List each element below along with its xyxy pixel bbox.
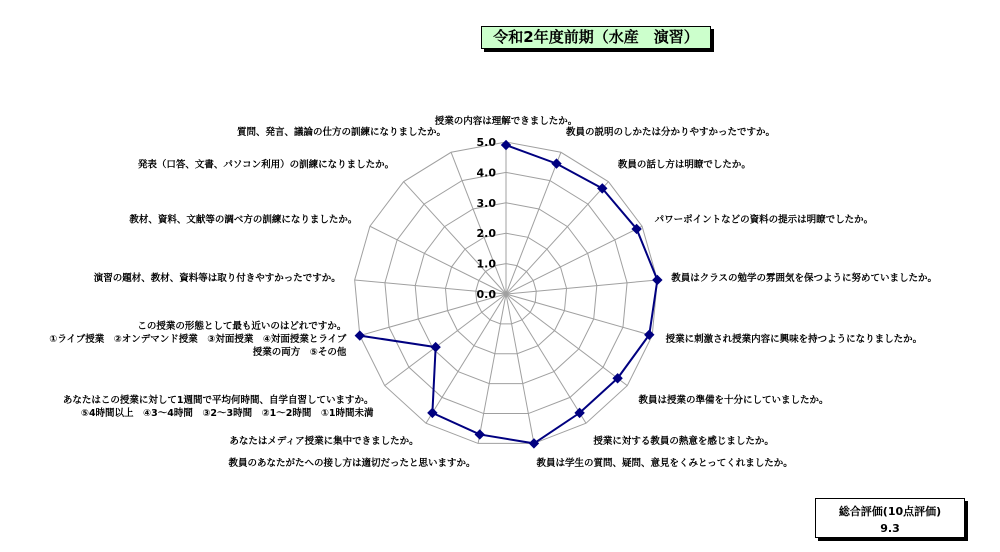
data-point (428, 408, 437, 417)
radar-grid (355, 142, 658, 443)
category-label: 教材、資料、文献等の調べ方の訓練になりましたか。 (129, 214, 358, 226)
category-label: 授業に刺激され授業内容に興味を持つようになりましたか。 (665, 333, 923, 345)
category-label: 教員は学生の質問、疑問、意見をくみとってくれましたか。 (536, 458, 793, 470)
grid-spoke (506, 226, 642, 294)
chart-title: 令和2年度前期（水産 演習） (481, 26, 711, 49)
overall-score-box (815, 498, 965, 538)
tick-label: 1.0 (476, 257, 496, 271)
category-label: 教員の話し方は明瞭でしたか。 (617, 159, 751, 171)
overall-score-label: 総合評価(10点評価) (838, 505, 942, 518)
grid-spoke (506, 182, 608, 294)
radial-ticks (477, 136, 497, 301)
overall-score-value: 9.3 (880, 522, 900, 535)
data-point (552, 159, 561, 168)
category-label: 教員はクラスの勉学の雰囲気を保つように努めていましたか。 (671, 273, 938, 285)
category-label: 教員のあなたがたへの接し方は適切だったと思いますか。 (228, 458, 476, 470)
category-label: 演習の題材、教材、資料等は取り付きやすかったですか。 (93, 273, 341, 285)
category-label: 教員は授業の準備を十分にしていましたか。 (638, 395, 829, 407)
data-point (475, 430, 484, 439)
data-point (653, 275, 662, 284)
data-point (355, 331, 364, 340)
tick-label: 3.0 (476, 196, 496, 210)
category-label: 授業に対する教員の熱意を感じましたか。 (593, 436, 774, 448)
data-point (431, 343, 440, 352)
grid-spoke (385, 294, 506, 386)
category-label: 質問、発言、議論の仕方の訓練になりましたか。 (237, 127, 447, 139)
category-label: 発表（口答、文書、パソコン利用）の訓練になりましたか。 (137, 159, 395, 171)
grid-spoke (506, 294, 627, 386)
category-label: この授業の形態として最も近いのはどれですか。 ①ライブ授業 ②オンデマンド授業 ③対面授業 ④対面授業とライブ授業の両方 ⑤その他 (49, 320, 347, 358)
tick-label: 4.0 (476, 166, 496, 180)
category-label: 教員の説明のしかたは分かりやすかったですか。 (565, 127, 775, 139)
data-point (502, 141, 511, 150)
tick-label: 5.0 (476, 136, 496, 149)
category-label: あなたはこの授業に対して1週間で平均何時間、自学自習していますか。 ⑤4時間以上 ④3～4時間 ③2～3時間 ②1～2時間 ①1時間未満 (62, 395, 374, 420)
grid-spoke (506, 280, 657, 294)
tick-label: 0.0 (476, 288, 496, 301)
category-label: 授業の内容は理解できましたか。 (434, 116, 578, 127)
tick-label: 2.0 (476, 227, 496, 241)
category-label: あなたはメディア授業に集中できましたか。 (229, 436, 419, 448)
category-label: パワーポイントなどの資料の提示は明瞭でしたか。 (654, 214, 874, 226)
